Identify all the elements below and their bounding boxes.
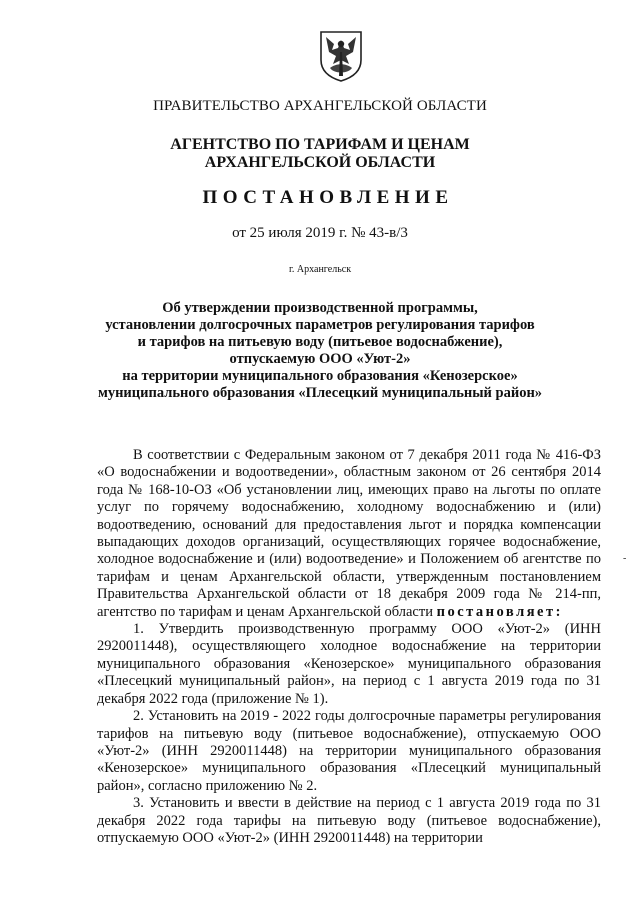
margin-mark: - — [623, 553, 627, 564]
document-date-number: от 25 июля 2019 г. № 43-в/3 — [232, 225, 408, 241]
subject-line: отпускаемую ООО «Уют-2» — [229, 351, 411, 367]
item-1-paragraph: 1. Утвердить производственную программу ООО «Уют-2» (ИНН 2920011448), осуществляющего холодное водоснабжение на территории муниципального образования «Кенозерское» муниципального образования «Плесецкий муниципальный район», на период с 1 августа 2019 года по 31 декабря 2022 года (приложение № 1). — [97, 621, 601, 707]
subject-line: и тарифов на питьевую воду (питьевое водоснабжение), — [137, 334, 503, 350]
agency-name — [0, 136, 640, 172]
item-2-paragraph: 2. Установить на 2019 - 2022 годы долгосрочные параметры регулирования тарифов на питьевую воду (питьевое водоснабжение), отпускаемую ООО «Уют-2» (ИНН 2920011448) на территории муниципального образования «Кенозерское» муниципального образования «Плесецкий муниципальный район», согласно приложению № 2. — [97, 708, 601, 794]
government-name: ПРАВИТЕЛЬСТВО АРХАНГЕЛЬСКОЙ ОБЛАСТИ — [153, 98, 487, 114]
document-subject — [0, 300, 640, 402]
document-body — [97, 447, 601, 847]
decrees-word: постановляет: — [436, 603, 563, 620]
subject-line: Об утверждении производственной программы, — [162, 300, 478, 316]
preamble-text: В соответствии с Федеральным законом от 7 декабря 2011 года № 416-ФЗ «О водоснабжении и водоотведении», областным законом от 26 сентября 2014 года № 168-10-ОЗ «Об установлении лиц, имеющих право на льготы по оплате услуг по горячему водоснабжению, холодному водоснабжению и (или) водоотведению, оснований для предоставления льгот и порядка компенсации выпадающих доходов организаций, осуществляющих горячее водоснабжение, холодное водоснабжение и (или) водоотведение» и Положением об агентстве по тарифам и ценам Архангельской области, утвержденным постановлением Правительства Архангельской области от 18 декабря 2009 года № 214-пп, агентство по тарифам и ценам Архангельской области — [97, 447, 601, 620]
agency-name-line1: АГЕНТСТВО ПО ТАРИФАМ И ЦЕНАМ — [170, 136, 470, 153]
subject-line: муниципального образования «Плесецкий муниципальный район» — [97, 385, 543, 401]
document-type-title: ПОСТАНОВЛЕНИЕ — [202, 187, 454, 208]
coat-of-arms-emblem — [318, 30, 364, 82]
item-3-paragraph: 3. Установить и ввести в действие на период с 1 августа 2019 года по 31 декабря 2022 года тарифы на питьевую воду (питьевое водоснабжение), отпускаемую ООО «Уют-2» (ИНН 2920011448) на территории — [97, 795, 601, 846]
city-name: г. Архангельск — [288, 264, 352, 275]
agency-name-line2: АРХАНГЕЛЬСКОЙ ОБЛАСТИ — [204, 154, 436, 171]
preamble-paragraph — [97, 447, 601, 621]
subject-line: установлении долгосрочных параметров регулирования тарифов — [105, 317, 535, 333]
subject-line: на территории муниципального образования «Кенозерское» — [122, 368, 518, 384]
